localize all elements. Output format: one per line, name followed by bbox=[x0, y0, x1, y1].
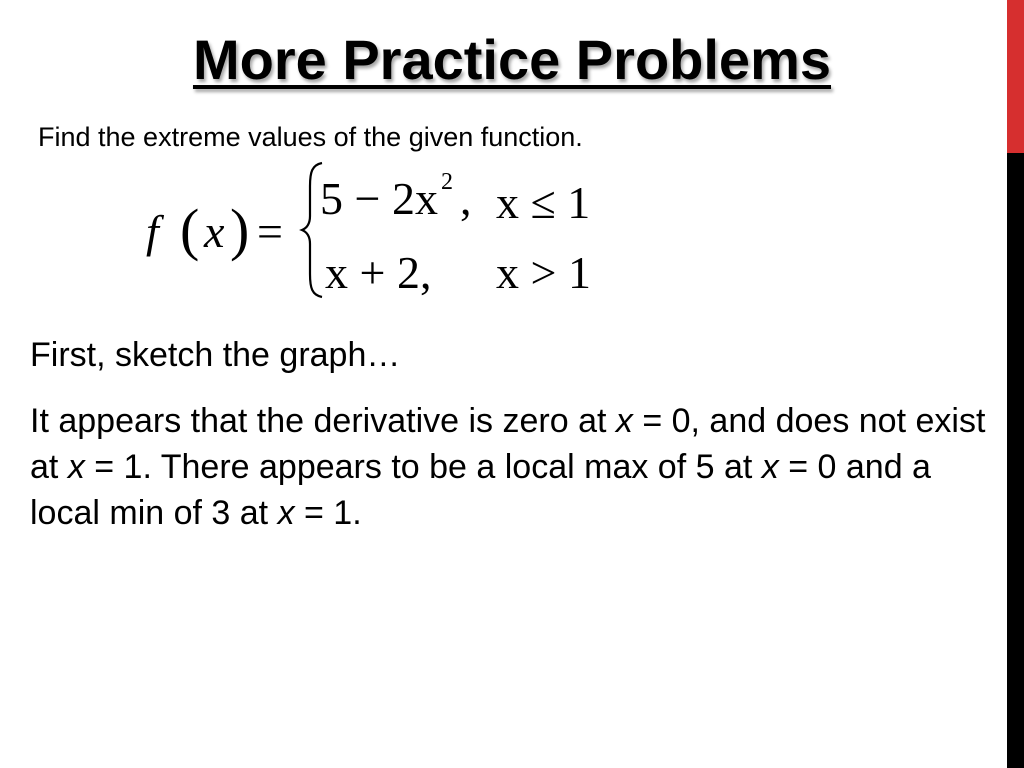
analysis-text-2: = 0, and does not exist at bbox=[30, 402, 986, 486]
analysis-text-3: = 1. There appears to be a local max of 5 at bbox=[84, 448, 762, 486]
case1-expression: 5 − 2x bbox=[320, 173, 438, 224]
case2-expression: x + 2, bbox=[325, 247, 432, 298]
analysis-text-1: It appears that the derivative is zero at bbox=[30, 402, 616, 440]
piecewise-function bbox=[0, 0, 1024, 320]
problem-prompt: Find the extreme values of the given function. bbox=[38, 122, 583, 152]
step-sketch-graph: First, sketch the graph… bbox=[30, 336, 401, 374]
slide-title: More Practice Problems bbox=[192, 28, 832, 91]
equals-sign: = bbox=[257, 206, 283, 257]
variable-x-3: x bbox=[761, 448, 779, 486]
case1-exponent: 2 bbox=[441, 169, 453, 195]
case1-comma: , bbox=[460, 173, 472, 224]
case1-condition: x ≤ 1 bbox=[496, 177, 591, 228]
analysis-paragraph bbox=[30, 398, 1000, 536]
variable-x-4: x bbox=[277, 494, 295, 532]
function-name: f bbox=[146, 206, 159, 257]
analysis-text-5: = 1. bbox=[294, 494, 362, 532]
variable-x-1: x bbox=[615, 402, 633, 440]
analysis-text-4: = 0 and a local min of 3 at bbox=[30, 448, 931, 532]
case2-condition: x > 1 bbox=[496, 247, 591, 298]
close-paren: ) bbox=[230, 197, 250, 262]
open-paren: ( bbox=[180, 197, 200, 262]
function-variable: x bbox=[204, 206, 225, 257]
variable-x-2: x bbox=[67, 448, 85, 486]
